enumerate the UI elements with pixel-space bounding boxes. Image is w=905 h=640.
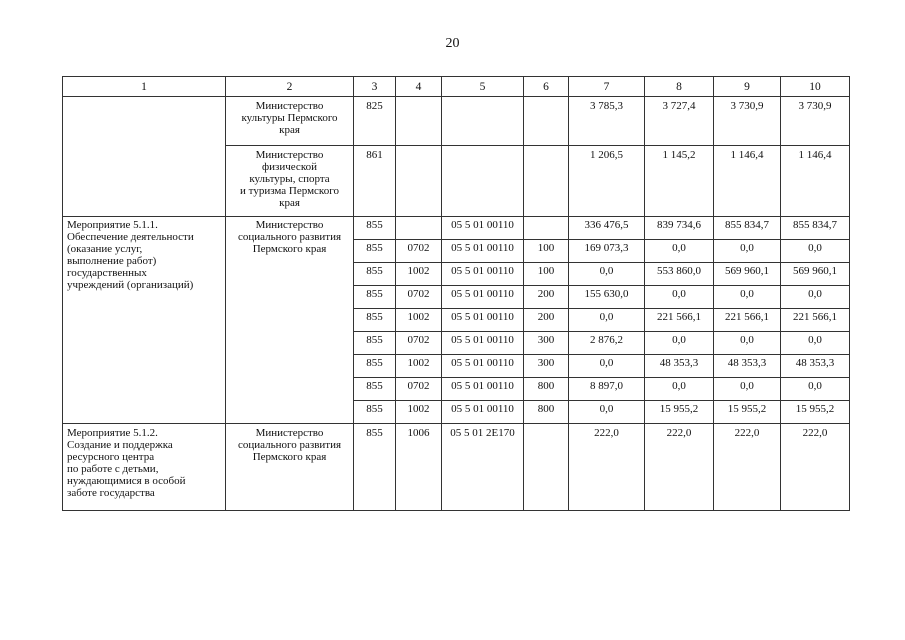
section-code-cell: 0702 — [396, 240, 442, 263]
expense-type-cell: 200 — [524, 309, 569, 332]
ministry-cell: Министерство социального развития Пермского края — [226, 424, 354, 511]
expense-type-cell — [524, 217, 569, 240]
page-number: 20 — [445, 36, 460, 51]
column-header-10: 10 — [781, 77, 850, 97]
amount-col8-cell: 1 145,2 — [645, 146, 714, 217]
ministry-cell: Министерство физической культуры, спорта и туризма Пермского края — [226, 146, 354, 217]
amount-col9-cell: 0,0 — [714, 332, 781, 355]
table-row — [63, 97, 850, 146]
amount-col10-cell: 15 955,2 — [781, 401, 850, 424]
expense-type-cell: 200 — [524, 286, 569, 309]
column-header-2: 2 — [226, 77, 354, 97]
section-code-cell: 1002 — [396, 309, 442, 332]
section-code-cell: 1002 — [396, 355, 442, 378]
target-article-cell — [442, 146, 524, 217]
amount-col9-cell: 0,0 — [714, 378, 781, 401]
section-code-cell: 0702 — [396, 332, 442, 355]
expense-type-cell: 800 — [524, 378, 569, 401]
section-code-cell — [396, 97, 442, 146]
admin-code-cell: 855 — [354, 240, 396, 263]
admin-code-cell: 861 — [354, 146, 396, 217]
target-article-cell — [442, 97, 524, 146]
amount-col7-cell: 0,0 — [569, 263, 645, 286]
amount-col9-cell: 3 730,9 — [714, 97, 781, 146]
amount-col7-cell: 169 073,3 — [569, 240, 645, 263]
expense-type-cell: 300 — [524, 355, 569, 378]
expense-type-cell — [524, 146, 569, 217]
amount-col8-cell: 839 734,6 — [645, 217, 714, 240]
amount-col9-cell: 15 955,2 — [714, 401, 781, 424]
column-header-4: 4 — [396, 77, 442, 97]
column-number-header-row — [63, 77, 850, 97]
amount-col8-cell: 3 727,4 — [645, 97, 714, 146]
amount-col9-cell: 855 834,7 — [714, 217, 781, 240]
target-article-cell: 05 5 01 00110 — [442, 263, 524, 286]
ministry-cell: Министерство социального развития Пермского края — [226, 217, 354, 424]
expense-type-cell: 800 — [524, 401, 569, 424]
amount-col8-cell: 221 566,1 — [645, 309, 714, 332]
column-header-7: 7 — [569, 77, 645, 97]
continuation-event-cell — [63, 97, 226, 217]
amount-col8-cell: 0,0 — [645, 332, 714, 355]
admin-code-cell: 855 — [354, 286, 396, 309]
target-article-cell: 05 5 01 00110 — [442, 332, 524, 355]
admin-code-cell: 825 — [354, 97, 396, 146]
section-code-cell — [396, 217, 442, 240]
table-row — [63, 424, 850, 511]
amount-col10-cell: 1 146,4 — [781, 146, 850, 217]
amount-col9-cell: 222,0 — [714, 424, 781, 511]
amount-col8-cell: 0,0 — [645, 286, 714, 309]
admin-code-cell: 855 — [354, 355, 396, 378]
section-code-cell — [396, 146, 442, 217]
target-article-cell: 05 5 01 00110 — [442, 378, 524, 401]
column-header-1: 1 — [63, 77, 226, 97]
amount-col7-cell: 0,0 — [569, 355, 645, 378]
amount-col9-cell: 0,0 — [714, 240, 781, 263]
column-header-8: 8 — [645, 77, 714, 97]
expense-type-cell: 300 — [524, 332, 569, 355]
target-article-cell: 05 5 01 2Е170 — [442, 424, 524, 511]
column-header-9: 9 — [714, 77, 781, 97]
admin-code-cell: 855 — [354, 217, 396, 240]
table-row — [63, 217, 850, 240]
amount-col7-cell: 0,0 — [569, 401, 645, 424]
amount-col10-cell: 3 730,9 — [781, 97, 850, 146]
amount-col8-cell: 222,0 — [645, 424, 714, 511]
admin-code-cell: 855 — [354, 401, 396, 424]
amount-col9-cell: 0,0 — [714, 286, 781, 309]
amount-col7-cell: 336 476,5 — [569, 217, 645, 240]
section-code-cell: 1006 — [396, 424, 442, 511]
amount-col7-cell: 3 785,3 — [569, 97, 645, 146]
amount-col7-cell: 155 630,0 — [569, 286, 645, 309]
amount-col10-cell: 48 353,3 — [781, 355, 850, 378]
target-article-cell: 05 5 01 00110 — [442, 286, 524, 309]
amount-col8-cell: 15 955,2 — [645, 401, 714, 424]
amount-col7-cell: 222,0 — [569, 424, 645, 511]
amount-col10-cell: 855 834,7 — [781, 217, 850, 240]
amount-col7-cell: 0,0 — [569, 309, 645, 332]
amount-col9-cell: 48 353,3 — [714, 355, 781, 378]
amount-col10-cell: 569 960,1 — [781, 263, 850, 286]
expense-type-cell — [524, 97, 569, 146]
amount-col10-cell: 0,0 — [781, 332, 850, 355]
admin-code-cell: 855 — [354, 332, 396, 355]
target-article-cell: 05 5 01 00110 — [442, 401, 524, 424]
amount-col8-cell: 0,0 — [645, 378, 714, 401]
target-article-cell: 05 5 01 00110 — [442, 217, 524, 240]
amount-col10-cell: 0,0 — [781, 378, 850, 401]
expense-type-cell: 100 — [524, 240, 569, 263]
expense-type-cell — [524, 424, 569, 511]
amount-col8-cell: 553 860,0 — [645, 263, 714, 286]
column-header-5: 5 — [442, 77, 524, 97]
amount-col10-cell: 0,0 — [781, 286, 850, 309]
column-header-3: 3 — [354, 77, 396, 97]
target-article-cell: 05 5 01 00110 — [442, 309, 524, 332]
event-name-cell: Мероприятие 5.1.2. Создание и поддержка ресурсного центра по работе с детьми, нуждающимися в особой заботе государства — [63, 424, 226, 511]
admin-code-cell: 855 — [354, 263, 396, 286]
amount-col10-cell: 222,0 — [781, 424, 850, 511]
section-code-cell: 1002 — [396, 263, 442, 286]
amount-col8-cell: 0,0 — [645, 240, 714, 263]
target-article-cell: 05 5 01 00110 — [442, 355, 524, 378]
amount-col8-cell: 48 353,3 — [645, 355, 714, 378]
amount-col7-cell: 8 897,0 — [569, 378, 645, 401]
amount-col9-cell: 221 566,1 — [714, 309, 781, 332]
amount-col10-cell: 0,0 — [781, 240, 850, 263]
admin-code-cell: 855 — [354, 424, 396, 511]
amount-col10-cell: 221 566,1 — [781, 309, 850, 332]
target-article-cell: 05 5 01 00110 — [442, 240, 524, 263]
column-header-6: 6 — [524, 77, 569, 97]
amount-col9-cell: 569 960,1 — [714, 263, 781, 286]
event-name-cell: Мероприятие 5.1.1. Обеспечение деятельности (оказание услуг, выполнение работ) государственных учреждений (организаций) — [63, 217, 226, 424]
admin-code-cell: 855 — [354, 309, 396, 332]
section-code-cell: 0702 — [396, 286, 442, 309]
ministry-cell: Министерство культуры Пермского края — [226, 97, 354, 146]
expense-type-cell: 100 — [524, 263, 569, 286]
amount-col7-cell: 1 206,5 — [569, 146, 645, 217]
section-code-cell: 1002 — [396, 401, 442, 424]
section-code-cell: 0702 — [396, 378, 442, 401]
amount-col9-cell: 1 146,4 — [714, 146, 781, 217]
admin-code-cell: 855 — [354, 378, 396, 401]
budget-table — [62, 76, 850, 511]
amount-col7-cell: 2 876,2 — [569, 332, 645, 355]
